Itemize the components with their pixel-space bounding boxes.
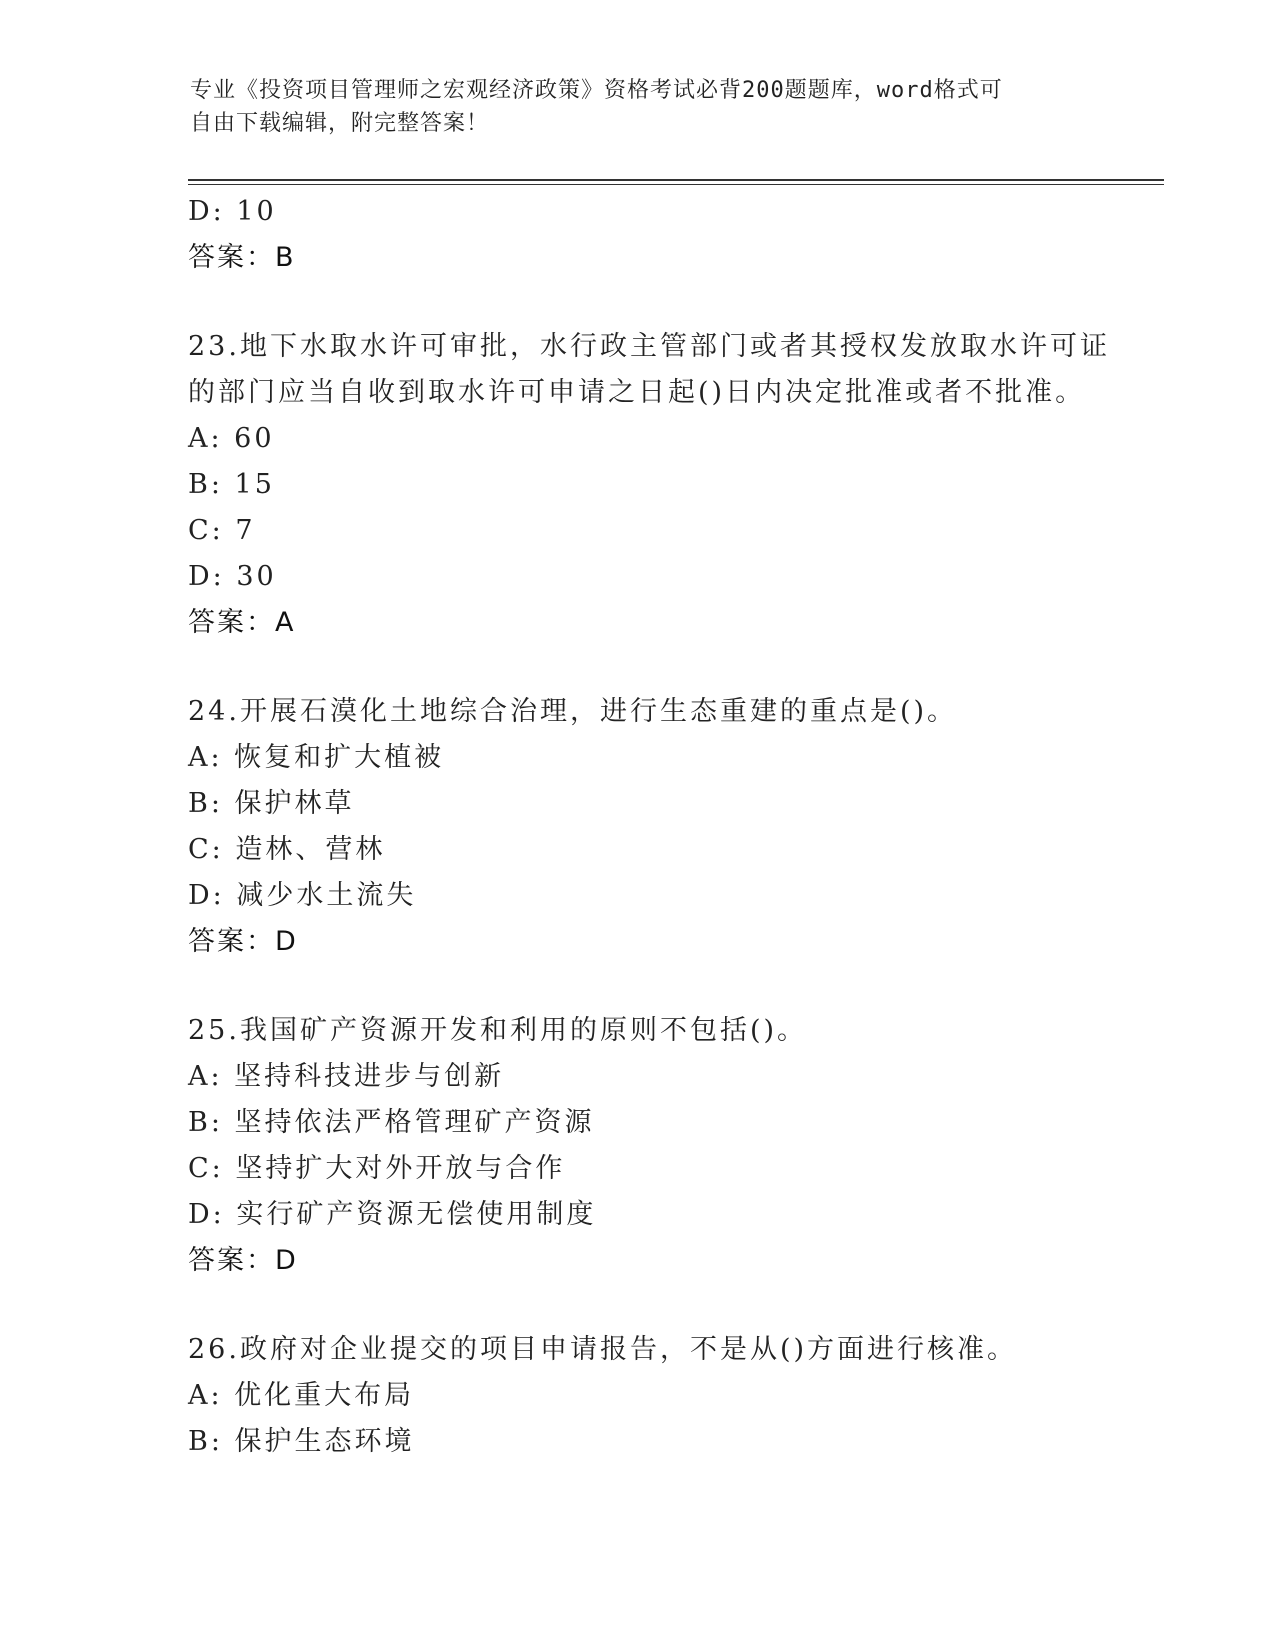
spacer	[188, 281, 1148, 324]
question-stem: 26.政府对企业提交的项目申请报告，不是从()方面进行核准。	[188, 1334, 1018, 1365]
option-b: B: 保护林草	[188, 788, 355, 819]
answer-line: 答案：A	[188, 607, 296, 638]
option-c: C: 坚持扩大对外开放与合作	[188, 1153, 566, 1184]
question-stem: 25.我国矿产资源开发和利用的原则不包括()。	[188, 1015, 808, 1046]
header-line-1: 专业《投资项目管理师之宏观经济政策》资格考试必背200题题库，word格式可	[190, 78, 1003, 103]
option-a: A: 60	[188, 423, 275, 454]
question-25	[188, 1008, 1148, 1284]
question-stem: 24.开展石漠化土地综合治理，进行生态重建的重点是()。	[188, 696, 958, 727]
question-stem: 23.地下水取水许可审批，水行政主管部门或者其授权发放取水许可证	[188, 331, 1110, 362]
option-d: D: 实行矿产资源无偿使用制度	[188, 1199, 597, 1230]
option-d: D: 减少水土流失	[188, 880, 417, 911]
option-a: A: 坚持科技进步与创新	[188, 1061, 505, 1092]
option-b: B: 坚持依法严格管理矿产资源	[188, 1107, 595, 1138]
header-line-2: 自由下载编辑，附完整答案！	[190, 111, 490, 136]
question-24	[188, 689, 1148, 965]
spacer	[188, 1284, 1148, 1327]
spacer	[188, 965, 1148, 1008]
answer-line: 答案：D	[188, 1245, 298, 1276]
page-header	[190, 74, 1090, 140]
document-body	[188, 189, 1148, 1465]
option-b: B: 15	[188, 469, 275, 500]
option-d: D: 10	[188, 196, 277, 227]
question-23	[188, 324, 1148, 646]
option-a: A: 优化重大布局	[188, 1380, 415, 1411]
option-b: B: 保护生态环境	[188, 1426, 415, 1457]
question-26	[188, 1327, 1148, 1465]
option-c: C: 7	[188, 515, 256, 546]
spacer	[188, 646, 1148, 689]
option-d: D: 30	[188, 561, 277, 592]
answer-line: 答案：B	[188, 242, 296, 273]
option-a: A: 恢复和扩大植被	[188, 742, 445, 773]
question-stem: 的部门应当自收到取水许可申请之日起()日内决定批准或者不批准。	[188, 377, 1086, 408]
answer-line: 答案：D	[188, 926, 298, 957]
header-divider	[188, 179, 1164, 185]
option-c: C: 造林、营林	[188, 834, 386, 865]
